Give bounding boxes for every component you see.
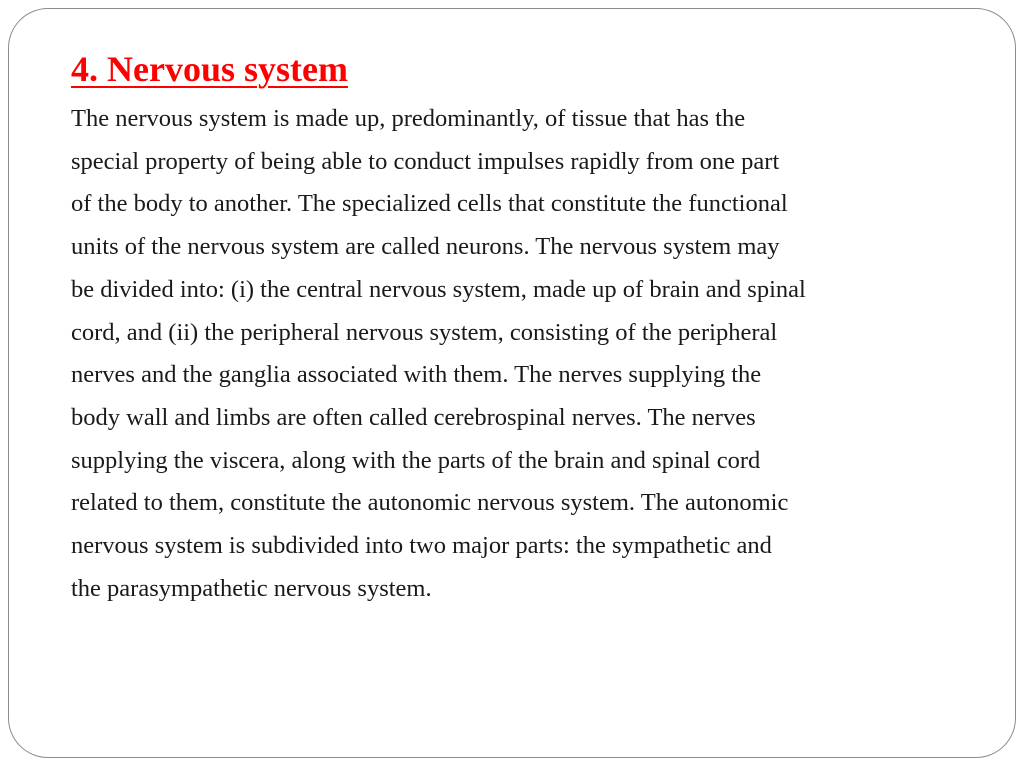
body-line: nerves and the ganglia associated with them. The nerves supplying the [71,361,762,389]
slide-frame [8,8,1016,758]
body-line: units of the nervous system are called neurons. The nervous system may [71,233,780,261]
body-line: of the body to another. The specialized cells that constitute the functional [71,190,788,218]
body-line: the parasympathetic nervous system. [71,574,432,602]
body-line: cord, and (ii) the peripheral nervous system, consisting of the peripheral [71,318,778,346]
slide-body [71,98,971,610]
slide-title: 4. Nervous system [71,49,348,89]
body-line: nervous system is subdivided into two major parts: the sympathetic and [71,532,772,560]
body-line: special property of being able to conduct impulses rapidly from one part [71,147,780,175]
body-line: The nervous system is made up, predominantly, of tissue that has the [71,105,746,132]
body-line: related to them, constitute the autonomic nervous system. The autonomic [71,489,789,517]
body-line: be divided into: (i) the central nervous system, made up of brain and spinal [71,275,806,303]
body-line: body wall and limbs are often called cerebrospinal nerves. The nerves [71,403,756,431]
body-line: supplying the viscera, along with the parts of the brain and spinal cord [71,446,761,474]
